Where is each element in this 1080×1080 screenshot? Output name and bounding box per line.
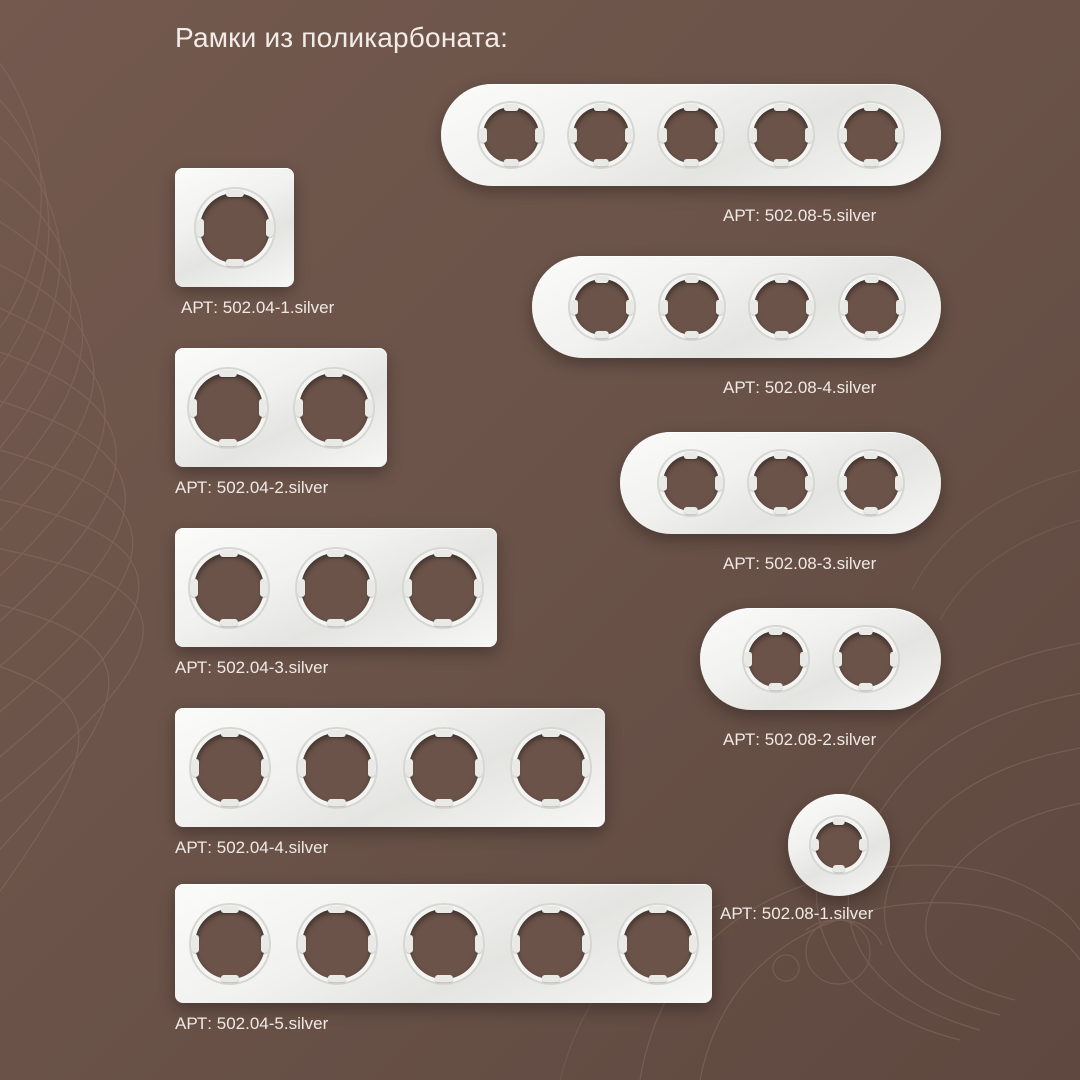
socket-hole xyxy=(748,631,804,687)
socket-hole xyxy=(301,553,371,623)
claw-tab-right xyxy=(890,652,897,667)
claw-tab-left xyxy=(840,476,847,491)
socket-hole xyxy=(574,279,630,335)
product-502-08-4[interactable] xyxy=(532,256,941,397)
socket-hole xyxy=(516,909,586,979)
claw-tab-right xyxy=(806,300,813,315)
product-502-04-2[interactable] xyxy=(175,348,387,497)
claw-tab-right xyxy=(367,578,374,596)
claw-tab-left xyxy=(661,300,668,315)
socket-hole xyxy=(193,373,263,443)
claw-tab-left xyxy=(571,300,578,315)
socket-hole xyxy=(844,279,900,335)
claw-tab-right xyxy=(261,934,268,952)
claw-tab-left xyxy=(192,758,199,776)
claw-tab-right xyxy=(266,218,273,236)
claw-tab-right xyxy=(626,300,633,315)
claw-tab-right xyxy=(535,128,542,143)
frame-cell xyxy=(827,256,917,358)
claw-tab-left xyxy=(660,128,667,143)
claw-tab-right xyxy=(625,128,632,143)
product-caption: АРТ: 502.08-2.silver xyxy=(723,730,877,749)
claw-tab-left xyxy=(751,300,758,315)
frame-cell xyxy=(283,884,390,1003)
claw-tab-left xyxy=(299,934,306,952)
frame-cell xyxy=(556,84,646,186)
claw-tab-left xyxy=(812,839,819,851)
claw-tab-right xyxy=(474,578,481,596)
frame-body xyxy=(620,432,941,534)
frame-cell xyxy=(604,884,711,1003)
product-caption: АРТ: 502.04-1.silver xyxy=(181,298,335,317)
frame-cell xyxy=(283,528,390,647)
frame-body xyxy=(175,708,605,827)
socket-hole xyxy=(663,107,719,163)
frame-cell xyxy=(175,168,294,287)
socket-hole xyxy=(195,733,265,803)
socket-hole xyxy=(753,107,809,163)
frame-cell xyxy=(390,708,497,827)
socket-hole xyxy=(843,107,899,163)
claw-tab-left xyxy=(298,578,305,596)
claw-tab-right xyxy=(582,758,589,776)
claw-tab-right xyxy=(895,128,902,143)
socket-hole xyxy=(838,631,894,687)
frame-body xyxy=(175,168,294,287)
claw-tab-left xyxy=(750,476,757,491)
product-caption: АРТ: 502.08-4.silver xyxy=(723,378,877,397)
product-502-08-5[interactable] xyxy=(441,84,941,225)
product-caption: АРТ: 502.04-2.silver xyxy=(175,478,329,497)
frame-body xyxy=(788,794,890,896)
claw-tab-left xyxy=(835,652,842,667)
socket-hole xyxy=(663,455,719,511)
claw-tab-right xyxy=(475,758,482,776)
product-caption: АРТ: 502.04-3.silver xyxy=(175,658,329,677)
claw-tab-left xyxy=(405,578,412,596)
claw-tab-left xyxy=(480,128,487,143)
frame-body xyxy=(175,528,497,647)
socket-hole xyxy=(664,279,720,335)
claw-tab-right xyxy=(582,934,589,952)
claw-tab-right xyxy=(260,578,267,596)
frame-cell xyxy=(497,708,604,827)
claw-tab-left xyxy=(840,128,847,143)
socket-hole xyxy=(573,107,629,163)
product-502-04-3[interactable] xyxy=(175,528,497,677)
frame-cell xyxy=(646,432,736,534)
socket-hole xyxy=(200,193,270,263)
claw-tab-right xyxy=(896,300,903,315)
frame-cell xyxy=(390,884,497,1003)
claw-tab-left xyxy=(406,934,413,952)
claw-tab-right xyxy=(715,476,722,491)
frame-cell xyxy=(281,348,387,467)
frame-cell xyxy=(390,528,497,647)
claw-tab-right xyxy=(800,652,807,667)
frame-body xyxy=(441,84,941,186)
frame-cell xyxy=(737,256,827,358)
socket-hole xyxy=(194,553,264,623)
frame-cell xyxy=(175,348,281,467)
frame-cell xyxy=(736,84,826,186)
claw-tab-left xyxy=(660,476,667,491)
claw-tab-right xyxy=(259,398,266,416)
claw-tab-left xyxy=(513,758,520,776)
claw-tab-right xyxy=(261,758,268,776)
product-502-08-2[interactable] xyxy=(700,608,941,749)
claw-tab-right xyxy=(368,934,375,952)
claw-tab-left xyxy=(406,758,413,776)
claw-tab-right xyxy=(715,128,722,143)
page-title: Рамки из поликарбоната: xyxy=(175,22,509,53)
product-502-04-5[interactable] xyxy=(175,884,712,1033)
claw-tab-left xyxy=(841,300,848,315)
product-502-08-3[interactable] xyxy=(620,432,941,573)
socket-hole xyxy=(754,279,810,335)
socket-hole xyxy=(516,733,586,803)
product-502-04-4[interactable] xyxy=(175,708,605,857)
socket-hole xyxy=(302,733,372,803)
frame-cell xyxy=(821,608,911,710)
frame-cell xyxy=(736,432,826,534)
claw-tab-right xyxy=(475,934,482,952)
socket-hole xyxy=(408,553,478,623)
claw-tab-left xyxy=(299,758,306,776)
claw-tab-left xyxy=(750,128,757,143)
frame-cell xyxy=(497,884,604,1003)
claw-tab-right xyxy=(365,398,372,416)
product-caption: АРТ: 502.04-4.silver xyxy=(175,838,329,857)
socket-hole xyxy=(302,909,372,979)
frame-cell xyxy=(788,794,890,896)
frame-cell xyxy=(466,84,556,186)
claw-tab-right xyxy=(805,128,812,143)
claw-tab-left xyxy=(513,934,520,952)
socket-hole xyxy=(299,373,369,443)
socket-hole xyxy=(409,733,479,803)
product-caption: АРТ: 502.08-5.silver xyxy=(723,206,877,225)
claw-tab-left xyxy=(745,652,752,667)
socket-hole xyxy=(483,107,539,163)
frame-cell xyxy=(557,256,647,358)
socket-hole xyxy=(843,455,899,511)
frame-cell xyxy=(176,884,283,1003)
product-caption: АРТ: 502.08-3.silver xyxy=(723,554,877,573)
socket-hole xyxy=(753,455,809,511)
claw-tab-left xyxy=(190,398,197,416)
socket-hole xyxy=(195,909,265,979)
product-502-04-1[interactable] xyxy=(175,168,335,317)
frame-cell xyxy=(826,432,916,534)
frame-body xyxy=(532,256,941,358)
frame-cell xyxy=(826,84,916,186)
frame-cell xyxy=(647,256,737,358)
claw-tab-left xyxy=(620,934,627,952)
claw-tab-right xyxy=(716,300,723,315)
socket-hole xyxy=(815,821,863,869)
claw-tab-left xyxy=(192,934,199,952)
product-caption: АРТ: 502.08-1.silver xyxy=(720,904,874,923)
product-caption: АРТ: 502.04-5.silver xyxy=(175,1014,329,1033)
socket-hole xyxy=(409,909,479,979)
frame-body xyxy=(700,608,941,710)
claw-tab-left xyxy=(296,398,303,416)
claw-tab-right xyxy=(859,839,866,851)
claw-tab-right xyxy=(805,476,812,491)
claw-tab-left xyxy=(197,218,204,236)
frame-body xyxy=(175,884,712,1003)
frame-cell xyxy=(731,608,821,710)
claw-tab-right xyxy=(689,934,696,952)
frame-cell xyxy=(646,84,736,186)
frame-cell xyxy=(283,708,390,827)
product-502-08-1[interactable] xyxy=(720,794,890,923)
frame-body xyxy=(175,348,387,467)
claw-tab-right xyxy=(895,476,902,491)
claw-tab-left xyxy=(191,578,198,596)
frame-cell xyxy=(176,528,283,647)
frame-cell xyxy=(176,708,283,827)
claw-tab-right xyxy=(368,758,375,776)
socket-hole xyxy=(623,909,693,979)
claw-tab-left xyxy=(570,128,577,143)
